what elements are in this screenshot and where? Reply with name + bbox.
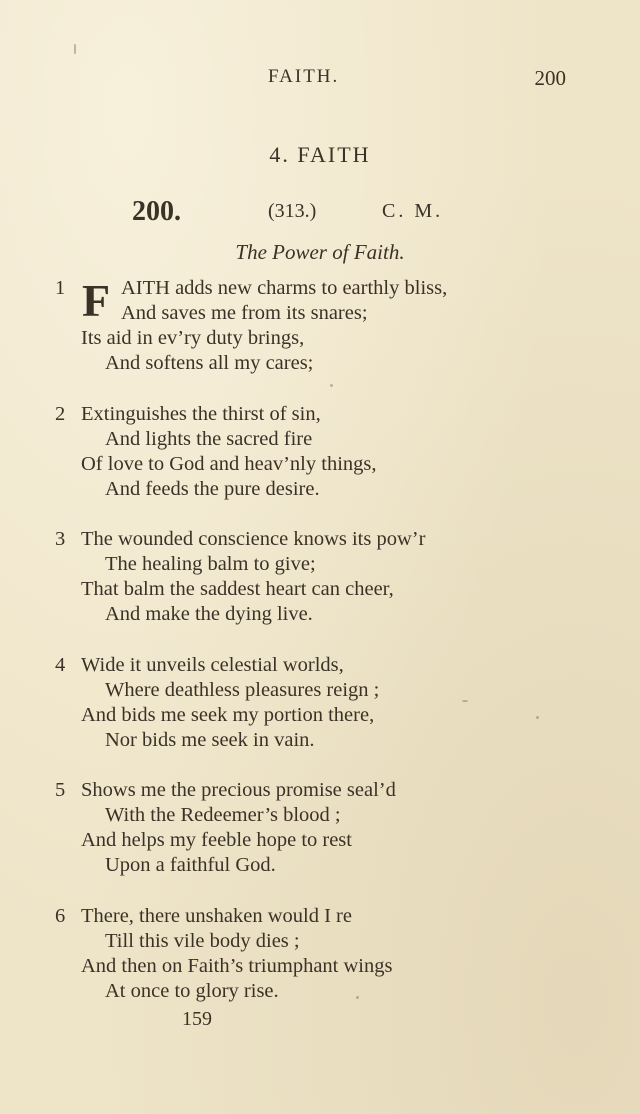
stanza-number: 1 [55, 277, 66, 299]
paper-speck [536, 716, 539, 719]
verse-line: With the Redeemer’s blood ; [105, 804, 341, 826]
verse-line: Till this vile body dies ; [105, 929, 300, 952]
verse-line: Upon a faithful God. [105, 854, 276, 876]
verse-line: AITH adds new charms to earthly bliss, [121, 277, 448, 299]
verse-line: Wide it unveils celestial worlds, [81, 653, 344, 676]
hymn-number: 200. [132, 196, 181, 227]
verse-line: At once to glory rise. [105, 979, 279, 1002]
section-title: 4. FAITH [269, 142, 371, 167]
stanza-6 [0, 904, 640, 1030]
verse-line: And then on Faith’s triumphant wings [81, 954, 393, 977]
hymn-subtitle: The Power of Faith. [235, 240, 405, 264]
drop-cap: F [82, 275, 111, 326]
stanza-number: 3 [55, 528, 66, 550]
verse-line: Nor bids me seek in vain. [105, 728, 315, 751]
verse-line: Where deathless pleasures reign ; [105, 678, 380, 701]
signature-mark: 159 [182, 1008, 212, 1030]
verse-line: The healing balm to give; [105, 553, 316, 575]
verse-line: The wounded conscience knows its pow’r [81, 528, 426, 550]
verse-line: And feeds the pure desire. [105, 477, 320, 500]
hymn-text [0, 276, 640, 1029]
stanza-3 [0, 527, 640, 653]
paper-speck [462, 700, 468, 702]
hymn-meter: C. M. [382, 200, 444, 222]
running-head [0, 66, 640, 94]
stanza-number: 2 [55, 402, 66, 425]
running-title: FAITH. [268, 66, 340, 87]
verse-line: Shows me the precious promise seal’d [81, 779, 396, 801]
stanza-2 [0, 402, 640, 528]
hymn-header [0, 196, 640, 230]
page-number: 200 [534, 66, 566, 90]
verse-line: And softens all my cares; [105, 352, 314, 374]
stanza-number: 5 [55, 779, 66, 801]
verse-line: And lights the sacred fire [105, 427, 313, 450]
stanza-4 [0, 653, 640, 779]
hymn-reference: (313.) [268, 200, 317, 222]
verse-line: And bids me seek my portion there, [81, 703, 375, 726]
verse-line: There, there unshaken would I re [81, 904, 352, 927]
verse-line: And helps my feeble hope to rest [81, 829, 352, 851]
verse-line: Its aid in ev’ry duty brings, [81, 327, 305, 349]
paper-speck [74, 44, 76, 54]
verse-line: And make the dying live. [105, 603, 313, 625]
stanza-5 [0, 778, 640, 904]
verse-line: Of love to God and heav’nly things, [81, 452, 377, 475]
paper-speck [330, 384, 333, 387]
verse-line: And saves me from its snares; [121, 302, 368, 324]
stanza-1 [0, 276, 640, 402]
verse-line: Extinguishes the thirst of sin, [81, 402, 321, 425]
verse-line: That balm the saddest heart can cheer, [81, 578, 394, 600]
stanza-number: 4 [55, 653, 66, 676]
stanza-number: 6 [55, 904, 66, 927]
paper-speck [356, 996, 359, 999]
